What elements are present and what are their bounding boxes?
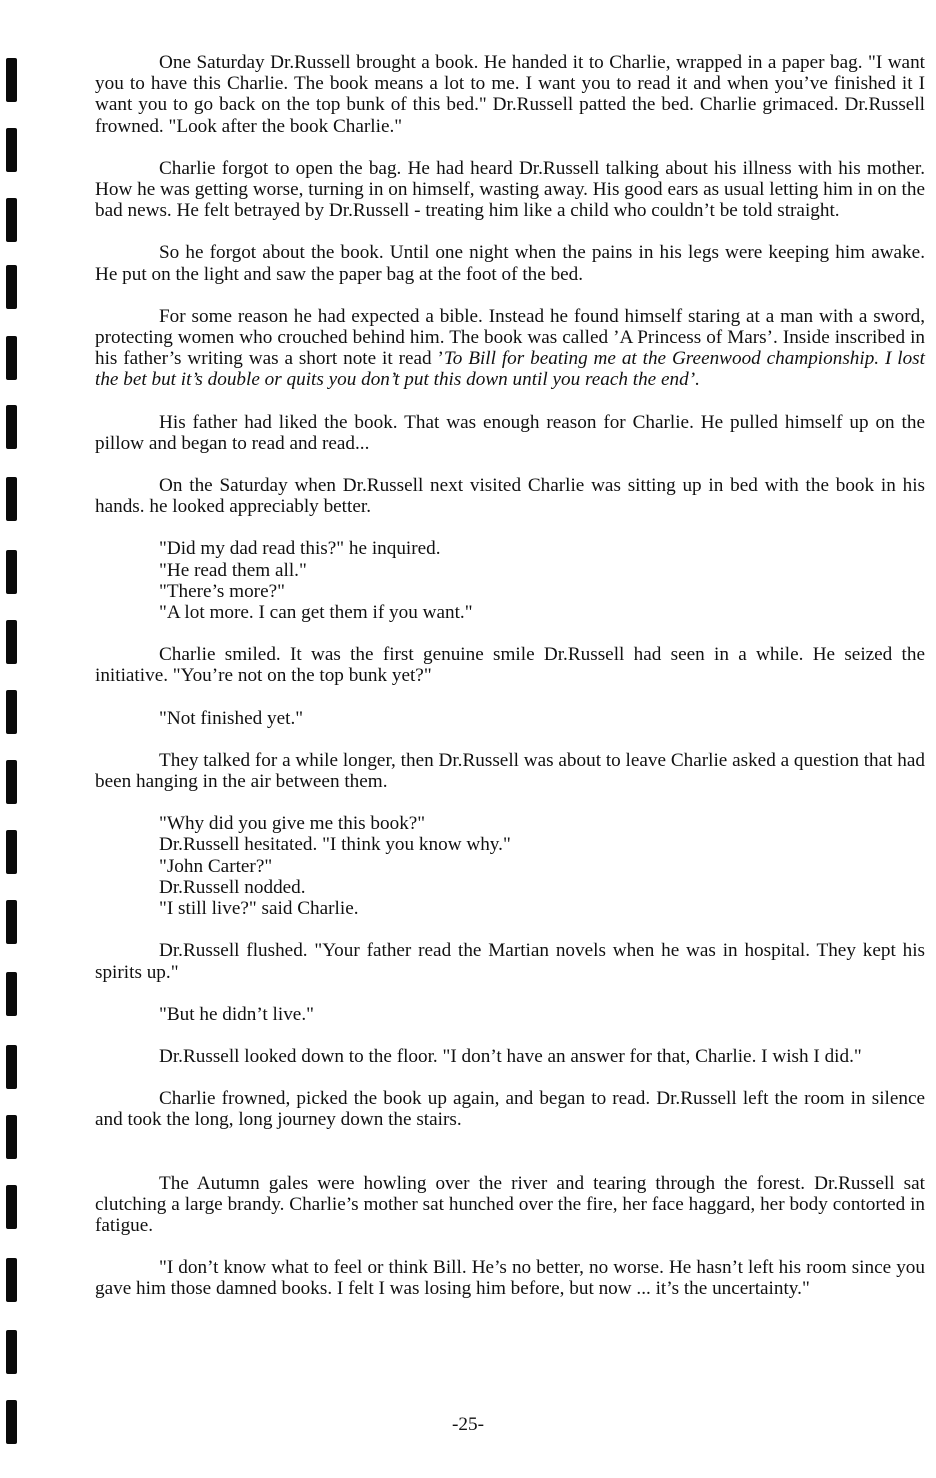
binding-hole — [6, 830, 17, 874]
paragraph: On the Saturday when Dr.Russell next visited Charlie was sitting up in bed with the book in his hands. he looked appreciably better. — [95, 475, 925, 518]
binding-hole — [6, 265, 17, 309]
dialogue-line: "John Carter?" — [159, 855, 273, 877]
paragraph: His father had liked the book. That was enough reason for Charlie. He pulled himself up on the pillow and began to read and read... — [95, 411, 925, 454]
binding-hole — [6, 1185, 17, 1229]
dialogue-block — [159, 813, 925, 919]
paragraph: "I don’t know what to feel or think Bill. He’s no better, no worse. He hasn’t left his room since you gave him those damned books. I felt I was losing him before, but now ... it’s the uncertainty." — [95, 1257, 925, 1300]
binding-hole — [6, 128, 17, 172]
page-body — [95, 52, 925, 1321]
binding-hole — [6, 198, 17, 242]
dialogue-line: Dr.Russell nodded. — [159, 876, 306, 898]
dialogue-line: "Why did you give me this book?" — [159, 813, 426, 835]
binding-hole — [6, 900, 17, 944]
binding-hole — [6, 690, 17, 734]
binding-hole — [6, 550, 17, 594]
binding-hole — [6, 1330, 17, 1374]
binding-hole — [6, 336, 17, 380]
paragraph: They talked for a while longer, then Dr.Russell was about to leave Charlie asked a question that had been hanging in the air between them. — [95, 749, 925, 793]
paragraph — [95, 306, 925, 391]
dialogue-block — [159, 538, 925, 623]
binding-hole — [6, 972, 17, 1016]
paragraph: Dr.Russell looked down to the floor. "I don’t have an answer for that, Charlie. I wish I did." — [159, 1045, 862, 1067]
binding-hole — [6, 1258, 17, 1302]
binding-hole — [6, 760, 17, 804]
dialogue-line: "I still live?" said Charlie. — [159, 898, 359, 920]
binding-holes — [6, 0, 22, 1478]
dialogue-line: "Did my dad read this?" he inquired. — [159, 538, 441, 560]
paragraph: "But he didn’t live." — [159, 1003, 314, 1025]
paragraph: Charlie smiled. It was the first genuine smile Dr.Russell had seen in a while. He seized the initiative. "You’re not on the top bunk yet?" — [95, 644, 925, 687]
paragraph: "Not finished yet." — [159, 707, 304, 729]
section-break — [95, 1152, 925, 1173]
binding-hole — [6, 1115, 17, 1159]
dialogue-line: "There’s more?" — [159, 580, 285, 602]
paragraph-text: For some reason he had expected a bible. Instead he found himself staring at a man with a sword, protecting women who crouched behind him. The book was called ’A Princess of Mars’. Inside inscribed in his father’s writing was a short note it read ’ — [95, 305, 925, 370]
paragraph: So he forgot about the book. Until one night when the pains in his legs were keeping him awake. He put on the light and saw the paper bag at the foot of the bed. — [95, 242, 925, 285]
dialogue-line: "He read them all." — [159, 559, 307, 581]
paragraph: Dr.Russell flushed. "Your father read the Martian novels when he was in hospital. They kept his spirits up." — [95, 940, 925, 983]
binding-hole — [6, 1045, 17, 1089]
paragraph: The Autumn gales were howling over the river and tearing through the forest. Dr.Russell sat clutching a large brandy. Charlie’s mother sat hunched over the fire, her face haggard, her body contorted in fatigue. — [95, 1172, 925, 1236]
dialogue-line: Dr.Russell hesitated. "I think you know why." — [159, 834, 511, 856]
paragraph: Charlie frowned, picked the book up again, and began to read. Dr.Russell left the room in silence and took the long, long journey down the stairs. — [95, 1088, 925, 1131]
binding-hole — [6, 477, 17, 521]
paragraph: One Saturday Dr.Russell brought a book. He handed it to Charlie, wrapped in a paper bag. "I want you to have this Charlie. The book means a lot to me. I want you to read it and when you’ve finished it I want you to go back on the top bunk of this bed." Dr.Russell patted the bed. Charlie grimaced. Dr.Russell frowned. "Look after the book Charlie." — [95, 52, 925, 137]
dialogue-line: "A lot more. I can get them if you want." — [159, 602, 473, 624]
inscription-text: To Bill for beating me at the Greenwood championship. I lost the bet but it’s double or quits you don’t put this down until you reach the end’. — [95, 348, 925, 391]
binding-hole — [6, 620, 17, 664]
binding-hole — [6, 58, 17, 102]
binding-hole — [6, 405, 17, 449]
page-number: -25- — [452, 1414, 484, 1435]
paragraph: Charlie forgot to open the bag. He had heard Dr.Russell talking about his illness with his mother. How he was getting worse, turning in on himself, wasting away. His good ears as usual letting him in on the bad news. He felt betrayed by Dr.Russell - treating him like a child who couldn’t be told straight. — [95, 157, 925, 222]
